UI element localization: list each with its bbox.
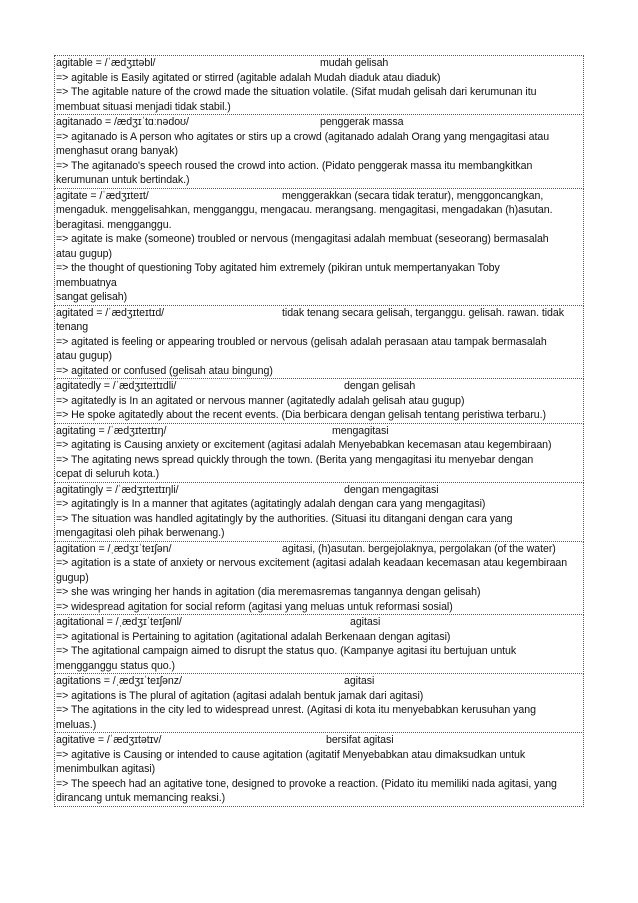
entry-text-line: mengganggu status quo.) [56, 659, 175, 672]
entry-text-line: => agitational is Pertaining to agitation (agitational adalah Berkenaan dengan agitasi) [56, 630, 451, 643]
entry-text-line: menghasut orang banyak) [56, 145, 178, 157]
entry-text-line: menimbulkan agitasi) [56, 763, 156, 775]
entry-text-line: => The agitational campaign aimed to disrupt the status quo. (Kampanye agitasi itu bertujuan untuk [56, 645, 517, 657]
entry-word-pronunciation: agitational = /ˌædʒɪˈteɪʃənl/ [56, 616, 182, 628]
entry-headline [56, 733, 582, 748]
entry-headline [56, 615, 582, 630]
entry-translation: tidak tenang secara gelisah, terganggu. gelisah. rawan. tidak [282, 306, 564, 319]
dictionary-entry [54, 614, 584, 674]
entry-text-line: => He spoke agitatedly about the recent events. (Dia berbicara dengan gelisah tentang peristiwa terbaru.) [56, 409, 547, 421]
entry-translation: menggerakkan (secara tidak teratur), menggoncangkan, [282, 189, 544, 202]
entry-word-pronunciation: agitative = /ˈædʒɪtətɪv/ [56, 734, 162, 746]
entry-text-line: => The agitable nature of the crowd made the situation volatile. (Sifat mudah gelisah dari kerumunan itu [56, 86, 537, 98]
dictionary-entry-list [54, 56, 584, 807]
entry-text-line: => agitative is Causing or intended to cause agitation (agitatif Menyebabkan atau dimaksudkan untuk [56, 748, 526, 761]
entry-word-pronunciation: agitable = /ˈædʒɪtəbl/ [56, 57, 156, 69]
entry-word-pronunciation: agitated = /ˈædʒɪteɪtɪd/ [56, 306, 165, 319]
entry-headline [56, 379, 582, 394]
entry-text-line: => agitable is Easily agitated or stirred (agitable adalah Mudah diaduk atau diaduk) [56, 71, 441, 84]
entry-text-line: gugup) [56, 571, 89, 584]
entry-text-line: => The agitating news spread quickly through the town. (Berita yang mengagitasi itu menyebar dengan [56, 453, 534, 466]
entry-text-line: meluas.) [56, 718, 97, 731]
entry-translation: mengagitasi [332, 424, 389, 437]
entry-translation: agitasi [350, 616, 381, 628]
entry-text-line: => agitation is a state of anxiety or nervous excitement (agitasi adalah keadaan kecemasan atau kegembiraan [56, 557, 568, 569]
entry-translation: dengan mengagitasi [344, 483, 439, 496]
dictionary-entry [54, 114, 584, 189]
entry-text-line: atau gugup) [56, 247, 112, 260]
entry-translation: agitasi [344, 675, 375, 687]
entry-text-line: => she was wringing her hands in agitation (dia meremasremas tangannya dengan gelisah) [56, 586, 481, 598]
entry-text-line: => widespread agitation for social reform (agitasi yang meluas untuk reformasi sosial) [56, 600, 453, 613]
entry-headline [56, 424, 582, 439]
entry-headline [56, 306, 582, 321]
entry-text-line: => agitatingly is In a manner that agitates (agitatingly adalah dengan cara yang mengagitasi) [56, 498, 486, 510]
entry-text-line: => the thought of questioning Toby agitated him extremely (pikiran untuk mempertanyakan Toby [56, 262, 500, 274]
entry-word-pronunciation: agitanado = /ædʒɪˈtɑːnədoʊ/ [56, 116, 189, 128]
entry-headline [56, 56, 582, 71]
entry-word-pronunciation: agitatedly = /ˈædʒɪteɪtɪdli/ [56, 380, 177, 392]
entry-word-pronunciation: agitation = /ˌædʒɪˈteɪʃən/ [56, 542, 172, 555]
entry-headline [56, 542, 582, 557]
entry-headline [56, 115, 582, 130]
dictionary-entry [54, 673, 584, 733]
entry-text-line: => The agitations in the city led to widespread unrest. (Agitasi di kota itu menyebabkan kerusuhan yang [56, 704, 536, 716]
entry-translation: mudah gelisah [320, 57, 389, 69]
entry-translation: penggerak massa [320, 116, 404, 128]
entry-translation: dengan gelisah [344, 380, 416, 392]
dictionary-entry [54, 482, 584, 542]
entry-word-pronunciation: agitate = /ˈædʒɪteɪt/ [56, 189, 149, 202]
entry-text-line: => agitanado is A person who agitates or stirs up a crowd (agitanado adalah Orang yang mengagitasi atau [56, 130, 550, 143]
entry-text-line: => agitations is The plural of agitation (agitasi adalah bentuk jamak dari agitasi) [56, 689, 424, 702]
entry-text-line: membuat situasi menjadi tidak stabil.) [56, 100, 231, 113]
entry-translation: bersifat agitasi [326, 734, 394, 746]
entry-translation: agitasi, (h)asutan. bergejolaknya, pergolakan (of the water) [282, 542, 556, 555]
entry-text-line: cepat di seluruh kota.) [56, 468, 160, 480]
entry-word-pronunciation: agitations = /ˌædʒɪˈteɪʃənz/ [56, 675, 182, 687]
entry-text-line: => agitatedly is In an agitated or nervous manner (agitatedly adalah gelisah atau gugup) [56, 394, 465, 407]
entry-text-line: => The agitanado's speech roused the crowd into action. (Pidato penggerak massa itu membangkitkan [56, 159, 533, 172]
dictionary-entry [54, 188, 584, 306]
entry-text-line: tenang [56, 321, 89, 333]
entry-text-line: dirancang untuk memancing reaksi.) [56, 792, 226, 804]
entry-text-line: mengaduk. menggelisahkan, mengganggu, mengacau. merangsang. mengagitasi, mengadakan (h)asutan. [56, 204, 553, 216]
entry-text-line: => agitated is feeling or appearing troubled or nervous (gelisah adalah perasaan atau tampak bermasalah [56, 335, 547, 348]
dictionary-entry [54, 378, 584, 424]
dictionary-entry [54, 732, 584, 807]
dictionary-entry [54, 541, 584, 616]
entry-text-line: mengagitasi oleh pihak berwenang.) [56, 527, 225, 539]
entry-text-line: => The situation was handled agitatingly by the authorities. (Situasi itu ditangani dengan cara yang [56, 512, 513, 525]
entry-headline [56, 189, 582, 204]
dictionary-entry [54, 305, 584, 380]
entry-text-line: beragitasi. mengganggu. [56, 218, 172, 231]
dictionary-entry [54, 55, 584, 115]
entry-headline [56, 483, 582, 498]
entry-word-pronunciation: agitating = /ˈædʒɪteɪtɪŋ/ [56, 424, 167, 437]
dictionary-entry [54, 423, 584, 483]
entry-text-line: => The speech had an agitative tone, designed to provoke a reaction. (Pidato itu memiliki nada agitasi, yang [56, 777, 557, 790]
entry-word-pronunciation: agitatingly = /ˈædʒɪteɪtɪŋli/ [56, 483, 179, 496]
entry-text-line: kerumunan untuk bertindak.) [56, 174, 190, 186]
entry-headline [56, 674, 582, 689]
entry-text-line: => agitated or confused (gelisah atau bingung) [56, 364, 273, 377]
entry-text-line: => agitate is make (someone) troubled or nervous (mengagitasi adalah membuat (seseorang) bermasalah [56, 233, 549, 245]
entry-text-line: membuatnya [56, 276, 117, 289]
entry-text-line: sangat gelisah) [56, 291, 128, 303]
entry-text-line: atau gugup) [56, 350, 112, 362]
entry-text-line: => agitating is Causing anxiety or excitement (agitasi adalah Menyebabkan kecemasan atau kegembiraan) [56, 439, 552, 451]
